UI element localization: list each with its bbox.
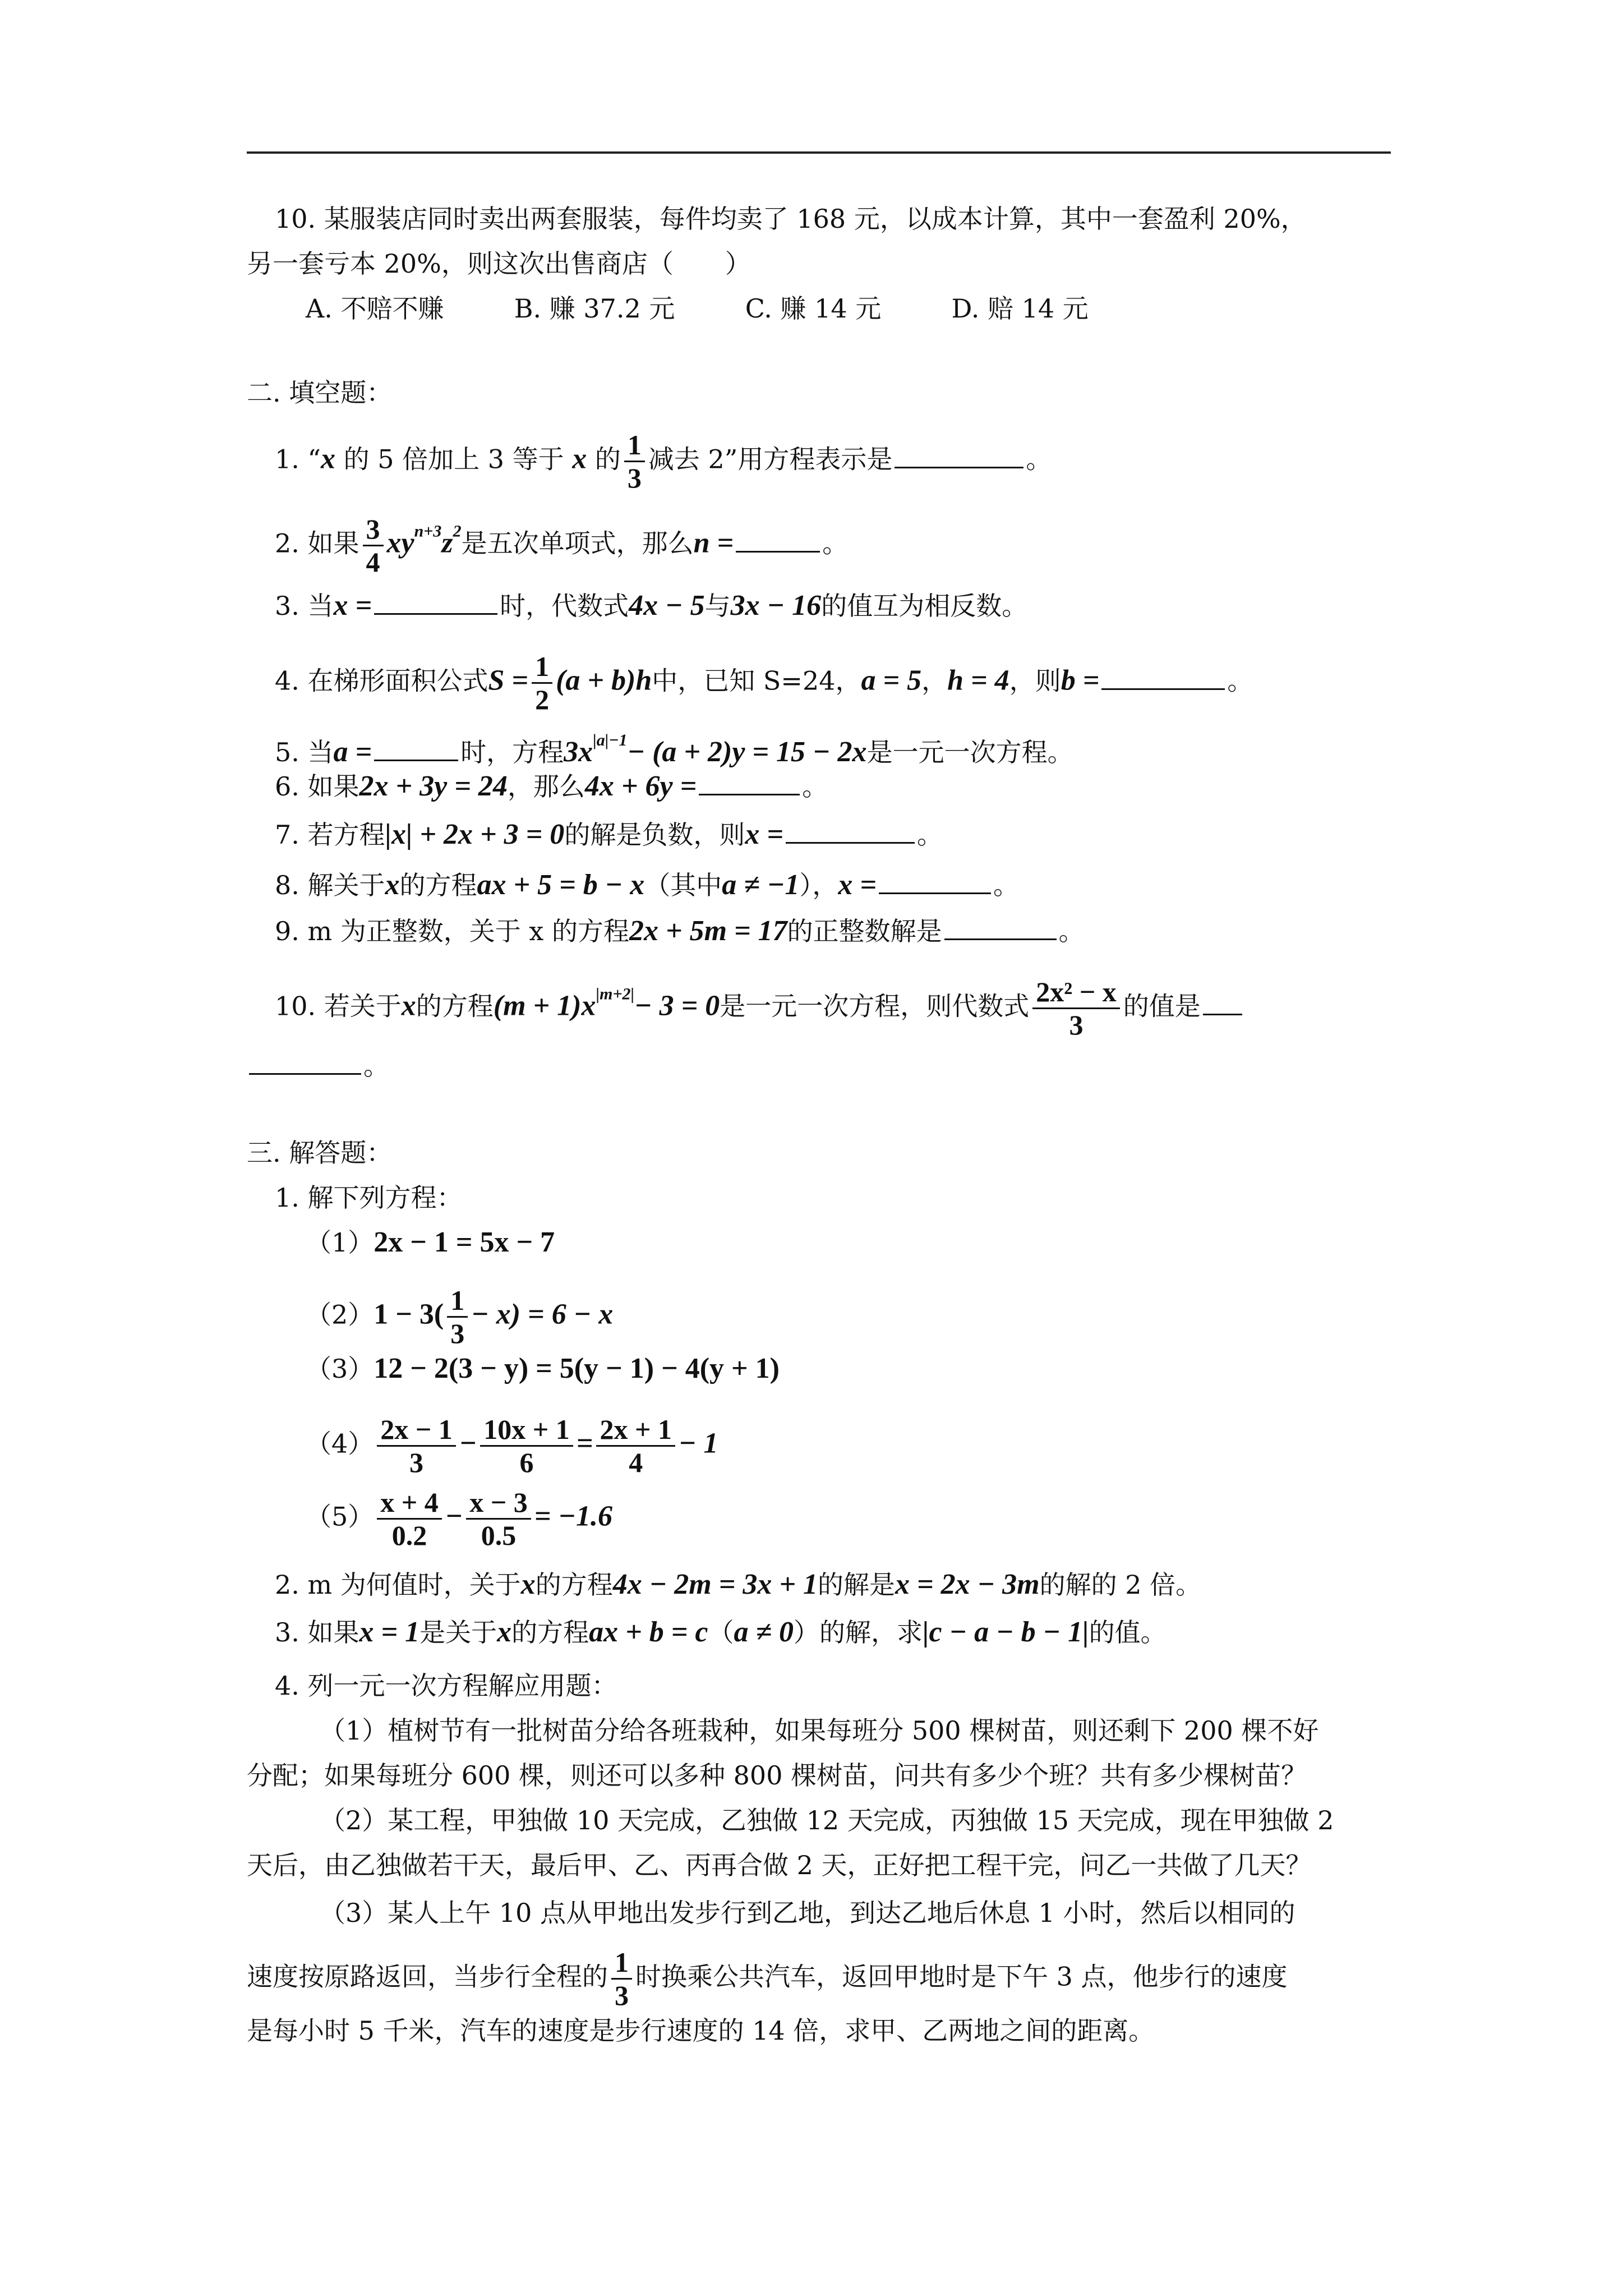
answer-blank: [879, 871, 991, 894]
equation-4: （4） $\frac{2x - 1}{3}$ − $\frac{10x + 1}{6}$ = $\frac{2x + 1}{4}$ − 1: [306, 1414, 718, 1478]
answer-blank: [895, 445, 1023, 468]
answer-blank: [374, 738, 458, 761]
solve-q2: 2. m 为何值时，关于x的方程4x − 2m = 3x + 1的解是x = 2x − 3m的解的 2 倍。: [275, 1568, 1202, 1600]
fill-item-5: 5. 当a = 时，方程$3x^{|a|-1}- (a + 2)y = 15 - 2x$是一元一次方程。: [275, 731, 1073, 768]
answer-blank: [736, 530, 820, 553]
fill-item-9: 9. m 为正整数，关于 x 的方程2x + 5m = 17的正整数解是 。: [275, 915, 1085, 947]
option-d: D. 赔 14 元: [951, 293, 1089, 324]
fraction: $\frac{x - 3}{0.5}$: [466, 1487, 531, 1551]
fraction: $\frac{3}{4}$: [363, 513, 384, 578]
section2-title: 二. 填空题：: [247, 378, 393, 408]
problem-3-line3: 是每小时 5 千米，汽车的速度是步行速度的 14 倍，求甲、乙两地之间的距离。: [247, 2016, 1155, 2046]
fill-item-7: 7. 若方程|x| + 2x + 3 = 0的解是负数，则x = 。: [275, 818, 943, 850]
fraction: $\frac{2x - 1}{3}$: [377, 1414, 456, 1478]
fraction: $\frac{2x + 1}{4}$: [596, 1414, 675, 1478]
problem-2-line1: （2）某工程，甲独做 10 天完成，乙独做 12 天完成，丙独做 15 天完成，现在甲独做 2: [320, 1805, 1334, 1835]
problem-1-line2: 分配；如果每班分 600 棵，则还可以多种 800 棵树苗，问共有多少个班？共有多少棵树苗？: [247, 1760, 1307, 1791]
problem-3-line1: （3）某人上午 10 点从甲地出发步行到乙地，到达乙地后休息 1 小时，然后以相同的: [320, 1898, 1295, 1928]
answer-blank: [699, 772, 800, 795]
section3-title: 三. 解答题：: [247, 1138, 393, 1168]
answer-blank: [1101, 667, 1225, 690]
fraction: $\frac{1}{2}$: [532, 651, 552, 715]
problem-3-line2: 速度按原路返回，当步行全程的 $\frac{1}{3}$ 时换乘公共汽车，返回甲地时是下午 3 点，他步行的速度: [247, 1947, 1288, 2011]
option-b: B. 赚 37.2 元: [514, 293, 675, 324]
solve-q1: 1. 解下列方程：: [275, 1182, 463, 1213]
fill-item-4: 4. 在梯形面积公式S = $\frac{1}{2}$ (a + b)h中，已知 S=24，a = 5，h = 4，则b = 。: [275, 651, 1253, 715]
fill-item-10-cont: 。: [247, 1049, 389, 1083]
fill-item-2: 2. 如果 $\frac{3}{4}$ $xy^{n+3}z^2$是五次单项式，那么n = 。: [275, 513, 849, 578]
equation-3: （3）12 − 2(3 − y) = 5(y − 1) − 4(y + 1): [306, 1352, 780, 1384]
equation-1: （1）2x − 1 = 5x − 7: [306, 1226, 555, 1258]
fill-item-3: 3. 当x = 时，代数式4x − 5与3x − 16的值互为相反数。: [275, 590, 1028, 622]
problem-1-line1: （1）植树节有一批树苗分给各班栽种，如果每班分 500 棵树苗，则还剩下 200 棵不好: [320, 1715, 1319, 1746]
fraction: $\frac{1}{3}$: [611, 1947, 632, 2011]
option-a: A. 不赔不赚: [306, 293, 444, 324]
answer-blank: [944, 917, 1057, 940]
equation-5: （5） $\frac{x + 4}{0.2}$ − $\frac{x - 3}{0.5}$ = −1.6: [306, 1487, 612, 1551]
equation-2: （2）1 − 3( $\frac{1}{3}$ − x) = 6 − x: [306, 1285, 614, 1349]
solve-q3: 3. 如果x = 1是关于x的方程ax + b = c（a ≠ 0）的解，求|c − a − b − 1|的值。: [275, 1616, 1166, 1648]
answer-blank: [786, 821, 915, 844]
fraction: $\frac{10x + 1}{6}$: [480, 1414, 573, 1478]
solve-q4: 4. 列一元一次方程解应用题：: [275, 1671, 617, 1701]
answer-blank: [1203, 992, 1242, 1015]
fill-item-1: 1. “x 的 5 倍加上 3 等于 x 的 $\frac{1}{3}$ 减去 2”用方程表示是 。: [275, 429, 1052, 494]
answer-blank: [249, 1052, 361, 1075]
fraction: $\frac{1}{3}$: [447, 1285, 468, 1349]
fill-item-6: 6. 如果2x + 3y = 24，那么4x + 6y = 。: [275, 770, 828, 802]
header-rule: [247, 151, 1391, 154]
q10-line2: 另一套亏本 20%，则这次出售商店（ ）: [247, 249, 751, 279]
fraction: $\frac{1}{3}$: [624, 429, 645, 494]
fraction: $\frac{x + 4}{0.2}$: [377, 1487, 442, 1551]
answer-blank: [374, 592, 497, 615]
q10-line1: 10. 某服装店同时卖出两套服装，每件均卖了 168 元，以成本计算，其中一套盈利 20%，: [275, 204, 1307, 234]
fill-item-8: 8. 解关于x的方程ax + 5 = b − x（其中a ≠ −1），x = 。: [275, 869, 1019, 901]
fraction: $\frac{\text{2x² − x}}{3}$: [1032, 976, 1119, 1041]
fill-item-10: 10. 若关于x的方程$(m + 1)x^{|m+2|}- 3 = 0$是一元一次方程，则代数式 $\frac{\text{2x² − x}}{3}$ 的值是: [275, 976, 1244, 1041]
problem-2-line2: 天后，由乙独做若干天，最后甲、乙、丙再合做 2 天，正好把工程干完，问乙一共做了几天？: [247, 1850, 1312, 1880]
option-c: C. 赚 14 元: [745, 293, 882, 324]
q10-options: [306, 292, 1089, 325]
